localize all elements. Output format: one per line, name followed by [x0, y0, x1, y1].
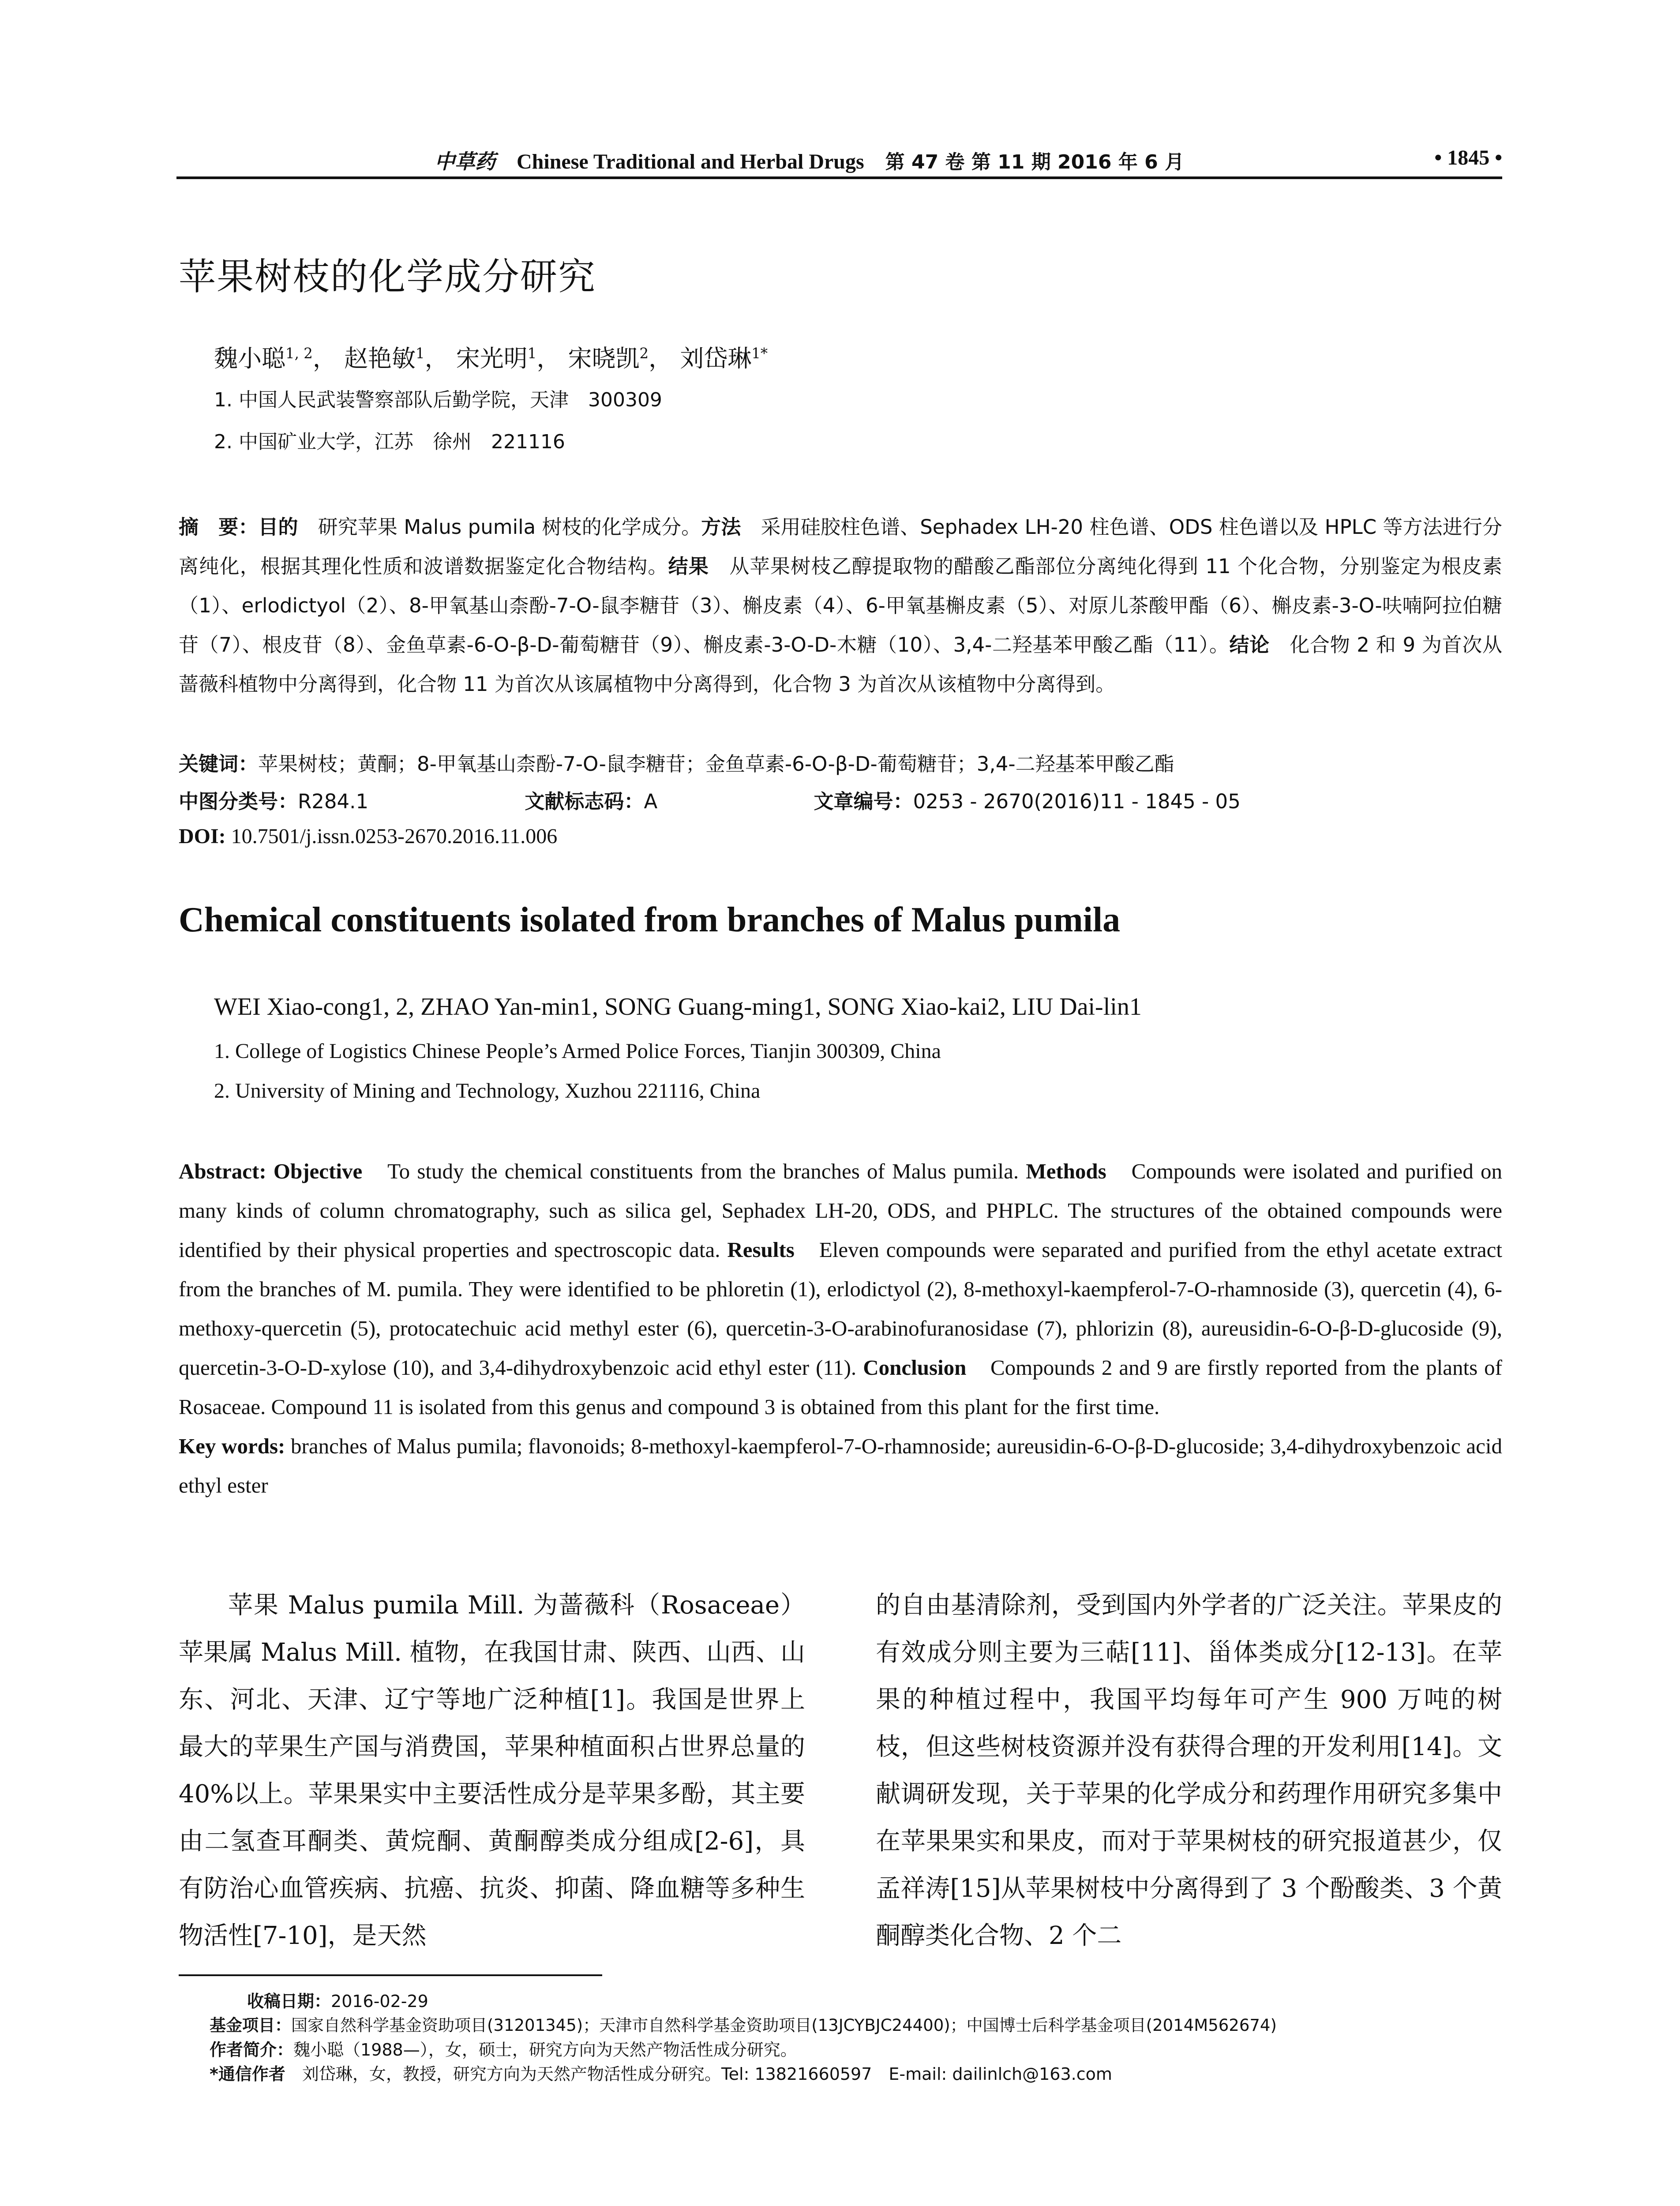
journal-name-en: Chinese Traditional and Herbal Drugs — [517, 150, 864, 173]
doc-code-label: 文献标志码： — [525, 790, 644, 813]
author-name: 赵艳敏 — [344, 345, 416, 372]
objective-text-en: To study the chemical constituents from the branches of Malus pumila. — [362, 1159, 1026, 1183]
conclusion-label-cn: 结论 — [1229, 633, 1270, 657]
affiliation-cn-2: 2. 中国矿业大学，江苏 徐州 221116 — [214, 431, 565, 453]
received-date: 2016-02-29 — [331, 1992, 428, 2011]
body-column-left: 苹果 Malus pumila Mill. 为蔷薇科（Rosaceae）苹果属 Malus Mill. 植物，在我国甘肃、陕西、山西、山东、河北、天津、辽宁等地广泛种植[1]。我国是世界上最大的苹果生产国与消费国，苹果种植面积占世界总量的 40%以上。苹果果实中主要活性成分是苹果多酚，其主要由二氢查耳酮类、黄烷酮、黄酮醇类成分组成[2-6]，具有防治心血管疾病、抗癌、抗炎、抑菌、降血糖等多种生物活性[7-10]，是天然 — [179, 1591, 805, 1950]
results-text-en: Eleven compounds were separated and purified from the ethyl acetate extract from the branches of M. pumila. They were identified to be phloretin (1), erlodictyol (2), 8-methoxyl-kaempferol-7-O-rhamnoside (3), quercetin (4), 6-methoxy-quercetin (5), protocatechuic acid methyl ester (6), quercetin-3-O-arabinofuranosidase (7), phlorizin (8), aureusidin-6-O-β-D-glucoside (9), quercetin-3-O-D-xylose (10), and 3,4-dihydroxybenzoic acid ethyl ester (11). — [179, 1238, 1503, 1380]
journal-info — [435, 146, 1184, 175]
affiliation-en-1: 1. College of Logistics Chinese People’s Armed Police Forces, Tianjin 300309, China — [214, 1039, 941, 1063]
classification-row — [179, 785, 1391, 814]
paper-title-en: Chemical constituents isolated from branches of Malus pumila — [179, 900, 1121, 939]
footnote-corresponding — [210, 2060, 1112, 2085]
running-header — [176, 140, 1502, 176]
journal-name-cn: 中草药 — [435, 150, 495, 173]
doi-value: 10.7501/j.issn.0253-2670.2016.11.006 — [225, 825, 558, 848]
results-label-cn: 结果 — [668, 555, 709, 578]
author-list-cn: 魏小聪$^{1, 2}$， 赵艳敏$^1$， 宋光明$^1$， 宋晓凯$^2$， 刘岱琳$^{1*}$ — [214, 345, 768, 372]
footnote-received — [247, 1988, 428, 2012]
author-name: 宋光明 — [456, 345, 528, 372]
abstract-en — [179, 1152, 1502, 1505]
page-number: • 1845 • — [1434, 146, 1502, 169]
affiliation-cn-1: 1. 中国人民武装警察部队后勤学院，天津 300309 — [214, 389, 662, 411]
author-affil-mark: 1 — [415, 345, 425, 362]
objective-text-cn: 研究苹果 Malus pumila 树枝的化学成分。 — [298, 515, 701, 539]
footnote-rule — [179, 1974, 602, 1976]
methods-text-en: Compounds were isolated and purified on many kinds of column chromatography, such as silica gel, Sephadex LH-20, ODS, and PHPLC. The structures of the obtained compounds were identified by their physical properties and spectroscopic data. — [179, 1159, 1503, 1262]
methods-text-cn: 采用硅胶柱色谱、Sephadex LH-20 柱色谱、ODS 柱色谱以及 HPLC 等方法进行分离纯化，根据其理化性质和波谱数据鉴定化合物结构。 — [179, 515, 1502, 578]
conclusion-text-cn: 化合物 2 和 9 为首次从蔷薇科植物中分离得到，化合物 11 为首次从该属植物中分离得到，化合物 3 为首次从该植物中分离得到。 — [179, 633, 1502, 696]
author-affil-mark: 1, 2 — [285, 345, 313, 362]
footnote-author-bio — [210, 2036, 797, 2060]
fund-text: 国家自然科学基金资助项目(31201345)；天津市自然科学基金资助项目(13JCYBJC24400)；中国博士后科学基金项目(2014M562674) — [291, 2016, 1277, 2035]
received-label: 收稿日期： — [247, 1992, 331, 2011]
volume-issue: 第 47 卷 第 11 期 2016 年 6 月 — [885, 151, 1185, 173]
keywords-cn — [179, 748, 1174, 777]
article-no-value: 0253 - 2670(2016)11 - 1845 - 05 — [913, 790, 1241, 813]
methods-label-en: Methods — [1026, 1159, 1106, 1183]
corresponding-label: *通信作者 — [210, 2064, 285, 2084]
author-bio-label: 作者简介： — [210, 2040, 294, 2060]
author-affil-mark: 1* — [751, 345, 768, 362]
paper-title-cn: 苹果树枝的化学成分研究 — [179, 255, 596, 298]
author-affil-mark: 2 — [639, 345, 649, 362]
author-name: 魏小聪 — [214, 345, 285, 372]
abstract-label-cn: 摘 要： — [179, 515, 259, 539]
author-name: 刘岱琳 — [680, 345, 752, 372]
doc-code-value: A — [644, 790, 658, 813]
keywords-label-cn: 关键词： — [179, 752, 259, 776]
affiliation-en-2: 2. University of Mining and Technology, Xuzhou 221116, China — [214, 1079, 761, 1103]
results-label-en: Results — [727, 1238, 795, 1262]
clc-value: R284.1 — [298, 790, 369, 813]
article-no-label: 文章编号： — [814, 790, 913, 813]
author-affil-mark: 1 — [527, 345, 537, 362]
clc-label: 中图分类号： — [179, 790, 298, 813]
results-text-cn: 从苹果树枝乙醇提取物的醋酸乙酯部位分离纯化得到 11 个化合物，分别鉴定为根皮素（1）、erlodictyol（2）、8-甲氧基山柰酚-7-O-鼠李糖苷（3）、槲皮素（4）、6-甲氧基槲皮素（5）、对原儿茶酸甲酯（6）、槲皮素-3-O-呋喃阿拉伯糖苷（7）、根皮苷（8）、金鱼草素-6-O-β-D-葡萄糖苷（9）、槲皮素-3-O-D-木糖（10）、3,4-二羟基苯甲酸乙酯（11）。 — [179, 555, 1502, 657]
author-name: 宋晓凯 — [568, 345, 640, 372]
keywords-text-cn: 苹果树枝；黄酮；8-甲氧基山柰酚-7-O-鼠李糖苷；金鱼草素-6-O-β-D-葡萄糖苷；3,4-二羟基苯甲酸乙酯 — [258, 752, 1174, 776]
body-column-right: 的自由基清除剂，受到国内外学者的广泛关注。苹果皮的有效成分则主要为三萜[11]、甾体类成分[12-13]。在苹果的种植过程中，我国平均每年可产生 900 万吨的树枝，但这些树枝资源并没有获得合理的开发利用[14]。文献调研发现，关于苹果的化学成分和药理作用研究多集中在苹果果实和果皮，而对于苹果树枝的研究报道甚少，仅孟祥涛[15]从苹果树枝中分离得到了 3 个酚酸类、3 个黄酮醇类化合物、2 个二 — [876, 1591, 1502, 1950]
conclusion-text-en: Compounds 2 and 9 are firstly reported from the plants of Rosaceae. Compound 11 is isolated from this genus and compound 3 is obtained from this plant for the first time. — [179, 1355, 1502, 1419]
conclusion-label-en: Conclusion — [863, 1355, 967, 1380]
objective-label-cn: 目的 — [258, 515, 298, 539]
doi-row — [179, 824, 557, 848]
doi-label: DOI: — [179, 825, 226, 848]
footnote-fund — [210, 2012, 1277, 2036]
keywords-label-en: Key words: — [179, 1434, 285, 1458]
header-rule — [176, 176, 1502, 179]
methods-label-cn: 方法 — [701, 515, 741, 539]
corresponding-text: 刘岱琳，女，教授，研究方向为天然产物活性成分研究。Tel: 13821660597 E-mail: dailinlch@163.com — [285, 2064, 1112, 2084]
keywords-text-en: branches of Malus pumila; flavonoids; 8-methoxyl-kaempferol-7-O-rhamnoside; aureusidin-6-O-β-D-glucoside; 3,4-dihydroxybenzoic acid ethyl ester — [179, 1434, 1502, 1497]
abstract-cn — [179, 507, 1502, 704]
abstract-label-en: Abstract: Objective — [179, 1159, 363, 1183]
author-bio-text: 魏小聪（1988—），女，硕士，研究方向为天然产物活性成分研究。 — [293, 2040, 797, 2060]
fund-label: 基金项目： — [210, 2016, 291, 2035]
author-list-en: WEI Xiao-cong1, 2, ZHAO Yan-min1, SONG Guang-ming1, SONG Xiao-kai2, LIU Dai-lin1 — [214, 993, 1142, 1020]
